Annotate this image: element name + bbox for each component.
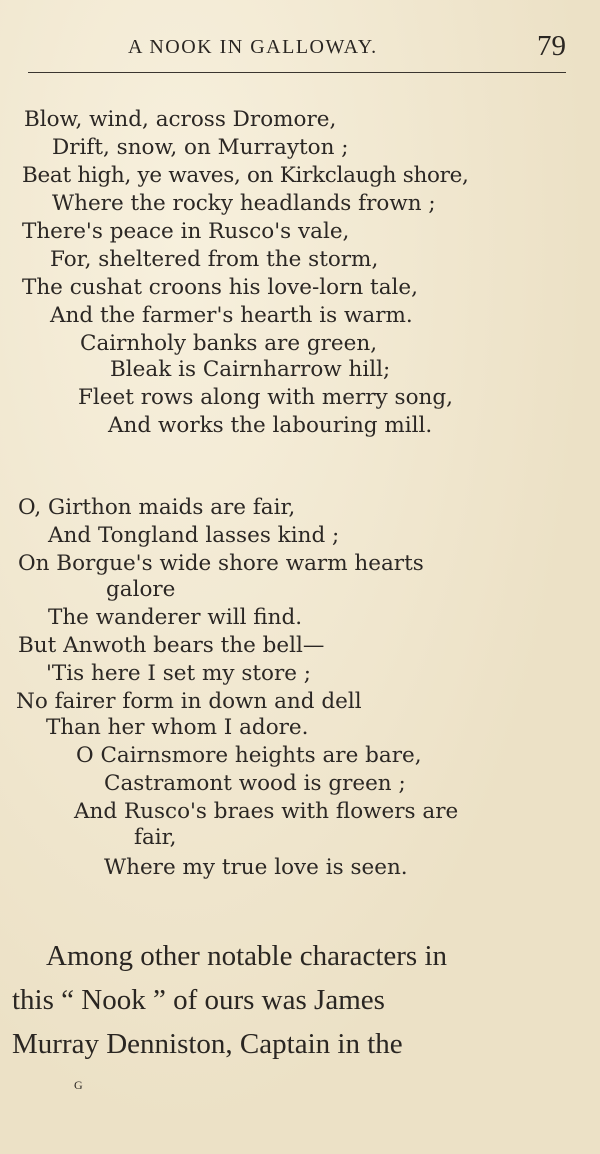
page-number: 79: [537, 30, 566, 62]
poem-line: Fleet rows along with merry song,: [78, 385, 453, 410]
prose-line: this “ Nook ” of ours was James: [12, 984, 385, 1016]
poem-line: And the farmer's hearth is warm.: [50, 303, 413, 328]
poem-line: But Anwoth bears the bell—: [18, 633, 325, 658]
poem-line: Where my true love is seen.: [104, 855, 408, 880]
prose-line: Murray Denniston, Captain in the: [12, 1028, 403, 1060]
poem-line: 'Tis here I set my store ;: [46, 661, 312, 686]
poem-line: No fairer form in down and dell: [16, 689, 362, 714]
poem-line: Where the rocky headlands frown ;: [52, 191, 436, 216]
poem-line: The wanderer will find.: [48, 605, 303, 630]
poem-line: Drift, snow, on Murrayton ;: [52, 135, 349, 160]
poem-line: And Tongland lasses kind ;: [48, 523, 340, 548]
poem-line: Bleak is Cairnharrow hill;: [110, 357, 391, 382]
poem-line: Castramont wood is green ;: [104, 771, 406, 796]
poem-line: fair,: [134, 825, 177, 850]
running-title: A NOOK IN GALLOWAY.: [128, 36, 378, 58]
poem-line: There's peace in Rusco's vale,: [22, 219, 350, 244]
poem-line: Cairnholy banks are green,: [80, 331, 378, 356]
poem-line: On Borgue's wide shore warm hearts: [18, 551, 424, 576]
poem-line: O Cairnsmore heights are bare,: [76, 743, 422, 768]
signature-mark: G: [74, 1078, 83, 1092]
poem-line: Beat high, ye waves, on Kirkclaugh shore,: [22, 163, 469, 188]
poem-line: O, Girthon maids are fair,: [18, 495, 296, 520]
poem-line: And works the labouring mill.: [108, 413, 433, 438]
poem-line: Blow, wind, across Dromore,: [24, 107, 337, 132]
prose-line: Among other notable characters in: [46, 940, 448, 972]
poem-line: The cushat croons his love-lorn tale,: [22, 275, 418, 300]
poem-line: For, sheltered from the storm,: [50, 247, 379, 272]
poem-line: galore: [106, 577, 176, 602]
running-header: [28, 28, 566, 73]
poem-line: And Rusco's braes with flowers are: [74, 799, 459, 824]
poem-line: Than her whom I adore.: [46, 715, 309, 740]
